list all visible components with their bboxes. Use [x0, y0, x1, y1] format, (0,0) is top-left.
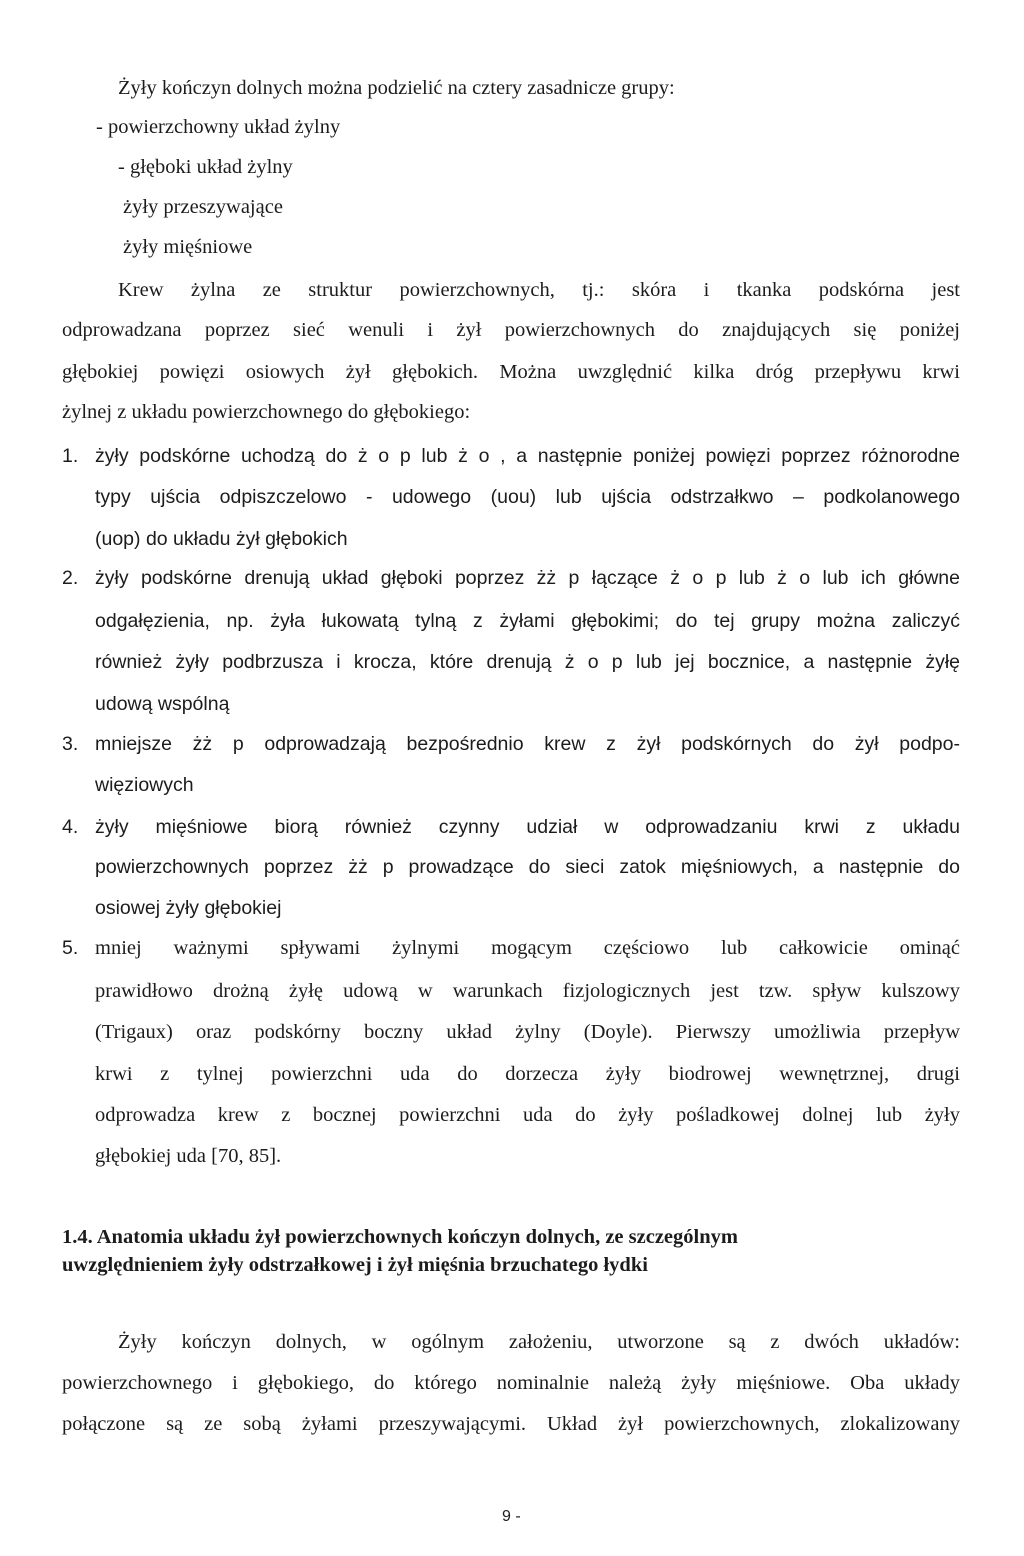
list-line: głębokiej uda [70, 85].	[95, 1145, 282, 1167]
list-line: (uop) do układu żył głębokich	[95, 528, 348, 550]
paragraph-line: odprowadzana poprzez sieć wenuli i żył powierzchownych do znajdujących się poniżej	[62, 319, 960, 341]
list-number: 4.	[62, 816, 79, 838]
intro-lead: Żyły kończyn dolnych można podzielić na cztery zasadnicze grupy:	[118, 77, 675, 99]
paragraph-line: żylnej z układu powierzchownego do głębokiego:	[62, 401, 471, 423]
list-line: typy ujścia odpiszczelowo - udowego (uou) lub ujścia odstrzałkwo – podkolanowego	[95, 486, 960, 508]
paragraph-line: połączone są ze sobą żyłami przeszywającymi. Układ żył powierzchownych, zlokalizowany	[62, 1413, 960, 1435]
list-number: 1.	[62, 445, 79, 467]
list-line: odprowadza krew z bocznej powierzchni uda do żyły pośladkowej dolnej lub żyły	[95, 1104, 960, 1126]
group-item: - głęboki układ żylny	[118, 156, 293, 178]
paragraph-line: Żyły kończyn dolnych, w ogólnym założeniu, utworzone są z dwóch układów:	[118, 1331, 960, 1353]
list-number: 5.	[62, 937, 79, 959]
list-line: żyły podskórne uchodzą do ż o p lub ż o , a następnie poniżej powięzi poprzez różnorodne	[95, 445, 960, 467]
list-line: powierzchownych poprzez żż p prowadzące do sieci zatok mięśniowych, a następnie do	[95, 856, 960, 878]
list-line: żyły podskórne drenują układ głęboki poprzez żż p łączące ż o p lub ż o lub ich główne	[95, 567, 960, 589]
paragraph-line: Krew żylna ze struktur powierzchownych, tj.: skóra i tkanka podskórna jest	[118, 279, 960, 301]
section-number: 1.4.	[62, 1226, 93, 1248]
page-number: 9 -	[502, 1508, 521, 1525]
list-number: 3.	[62, 733, 79, 755]
list-line: mniejsze żż p odprowadzają bezpośrednio krew z żył podskórnych do żył podpo-	[95, 733, 960, 755]
list-line: również żyły podbrzusza i krocza, które drenują ż o p lub jej bocznice, a następnie żyłę	[95, 651, 960, 673]
list-line: udową wspólną	[95, 693, 230, 715]
list-line: krwi z tylnej powierzchni uda do dorzecza żyły biodrowej wewnętrznej, drugi	[95, 1063, 960, 1085]
list-line: prawidłowo drożną żyłę udową w warunkach fizjologicznych jest tzw. spływ kulszowy	[95, 980, 960, 1002]
list-number: 2.	[62, 567, 79, 589]
list-line: odgałęzienia, np. żyła łukowatą tylną z żyłami głębokimi; do tej grupy można zaliczyć	[95, 610, 960, 632]
group-item: - powierzchowny układ żylny	[96, 116, 341, 138]
list-line: (Trigaux) oraz podskórny boczny układ żylny (Doyle). Pierwszy umożliwia przepływ	[95, 1021, 960, 1043]
list-line: osiowej żyły głębokiej	[95, 897, 282, 919]
list-line: mniej ważnymi spływami żylnymi mogącym częściowo lub całkowicie ominąć	[95, 937, 960, 959]
group-item: żyły mięśniowe	[123, 236, 253, 258]
list-line: żyły mięśniowe biorą również czynny udział w odprowadzaniu krwi z układu	[95, 816, 960, 838]
list-line: więziowych	[95, 774, 194, 796]
paragraph-line: głębokiej powięzi osiowych żył głębokich. Można uwzględnić kilka dróg przepływu krwi	[62, 361, 960, 383]
section-title-line2: uwzględnieniem żyły odstrzałkowej i żył mięśnia brzuchatego łydki	[62, 1254, 648, 1276]
paragraph-line: powierzchownego i głębokiego, do którego nominalnie należą żyły mięśniowe. Oba układy	[62, 1372, 960, 1394]
group-item: żyły przeszywające	[123, 196, 283, 218]
section-heading	[62, 1224, 738, 1250]
section-title-line1: Anatomia układu żył powierzchownych kończyn dolnych, ze szczególnym	[96, 1226, 738, 1248]
